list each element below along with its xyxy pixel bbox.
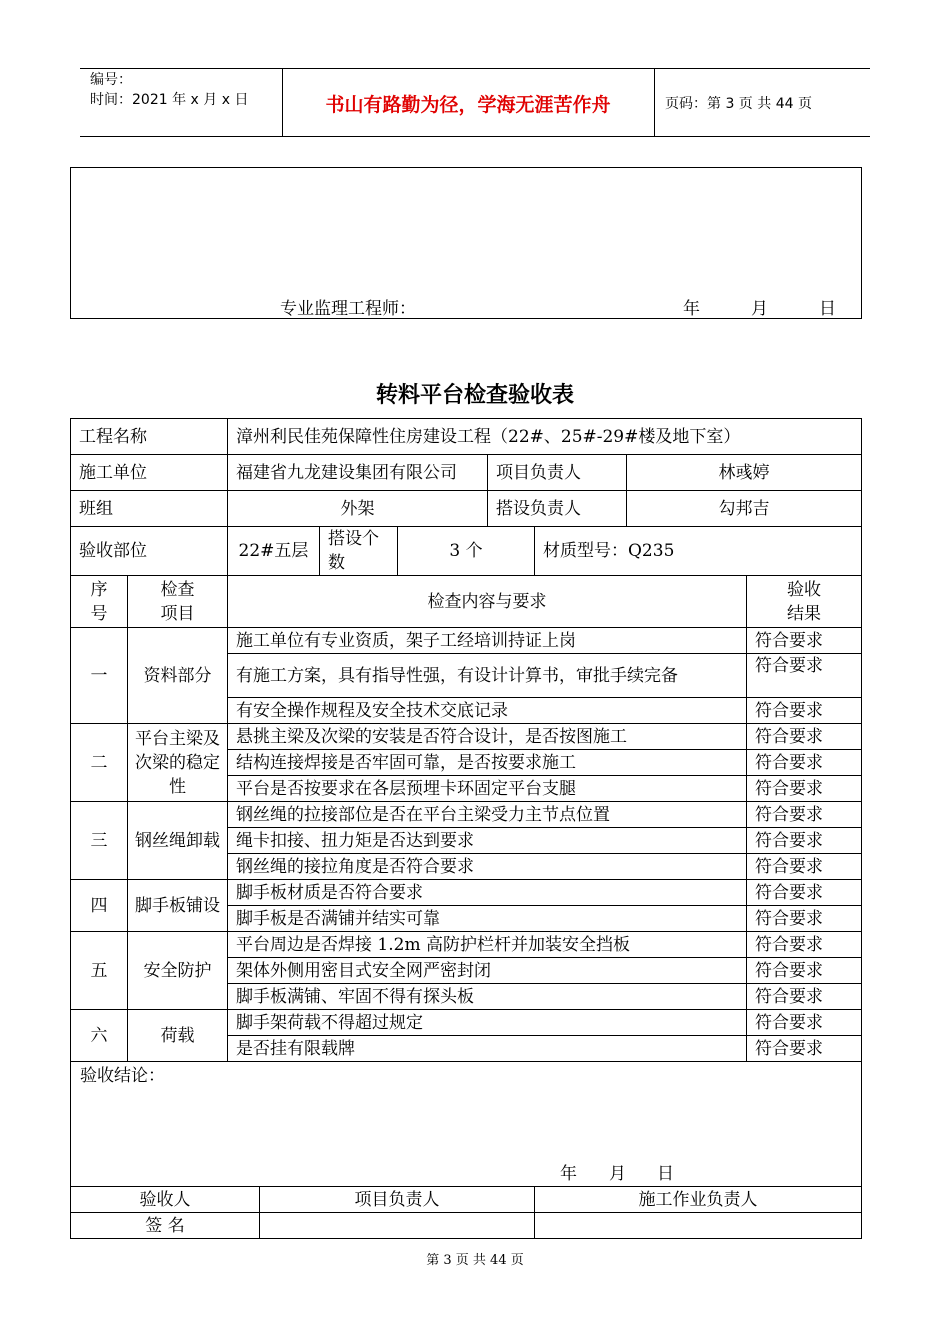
year-label: 年 <box>683 299 700 319</box>
supervisor-box <box>70 167 862 319</box>
count-value: 3 个 <box>398 527 535 576</box>
check-content: 施工单位有专业资质，架子工经培训持证上岗 <box>228 628 747 654</box>
check-result: 符合要求 <box>747 802 862 828</box>
project-value: 漳州利民佳苑保障性住房建设工程（22#、25#-29#楼及地下室） <box>228 419 862 455</box>
check-content: 平台是否按要求在各层预埋卡环固定平台支腿 <box>228 776 747 802</box>
section-no: 二 <box>71 724 128 802</box>
section-item: 平台主梁及次梁的稳定性 <box>128 724 228 802</box>
page-number: 页码：第 3 页 共 44 页 <box>665 96 812 112</box>
check-result: 符合要求 <box>747 724 862 750</box>
day-label: 日 <box>819 299 836 319</box>
part-label: 验收部位 <box>71 527 228 576</box>
project-label: 工程名称 <box>71 419 228 455</box>
check-content: 悬挑主梁及次梁的安装是否符合设计，是否按图施工 <box>228 724 747 750</box>
check-content: 有安全操作规程及安全技术交底记录 <box>228 698 747 724</box>
number-label: 编号： <box>90 72 132 88</box>
conclusion-label: 验收结论： <box>80 1066 165 1086</box>
check-result: 符合要求 <box>747 932 862 958</box>
acceptor-label: 验收人 <box>71 1187 260 1213</box>
section-item: 安全防护 <box>128 932 228 1010</box>
section-item: 脚手板铺设 <box>128 880 228 932</box>
section-no: 五 <box>71 932 128 1010</box>
check-content: 钢丝绳的拉接部位是否在平台主梁受力主节点位置 <box>228 802 747 828</box>
check-content: 是否挂有限载牌 <box>228 1036 747 1062</box>
check-result: 符合要求 <box>747 698 862 724</box>
time-label: 时间：2021 年 x 月 x 日 <box>90 92 249 108</box>
manager-label: 项目负责人 <box>488 455 627 491</box>
sign-operator-label: 施工作业负责人 <box>535 1187 862 1213</box>
check-result: 符合要求 <box>747 984 862 1010</box>
month-label: 月 <box>751 299 768 319</box>
section-item: 荷载 <box>128 1010 228 1062</box>
check-content: 结构连接焊接是否牢固可靠，是否按要求施工 <box>228 750 747 776</box>
check-content: 钢丝绳的接拉角度是否符合要求 <box>228 854 747 880</box>
inspection-table <box>70 418 862 1239</box>
sign-operator-field[interactable] <box>535 1213 862 1239</box>
check-result: 符合要求 <box>747 1036 862 1062</box>
section-no: 三 <box>71 802 128 880</box>
col-item-header: 检查 项目 <box>128 576 228 628</box>
section-no: 四 <box>71 880 128 932</box>
check-result: 符合要求 <box>747 1010 862 1036</box>
check-content: 有施工方案，具有指导性强，有设计计算书，审批手续完备 <box>228 654 747 698</box>
col-result-header: 验收 结果 <box>747 576 862 628</box>
conclusion-day: 日 <box>657 1164 674 1184</box>
section-item: 资料部分 <box>128 628 228 724</box>
header-divider <box>654 68 655 136</box>
erect-value: 勾邦吉 <box>627 491 862 527</box>
check-content: 脚手架荷载不得超过规定 <box>228 1010 747 1036</box>
check-result: 符合要求 <box>747 828 862 854</box>
header-meta <box>90 70 248 110</box>
conclusion-cell <box>71 1062 862 1187</box>
check-content: 脚手板材质是否符合要求 <box>228 880 747 906</box>
header-top-rule <box>80 68 870 69</box>
team-label: 班组 <box>71 491 228 527</box>
conclusion-year: 年 <box>560 1164 577 1184</box>
header-bottom-rule <box>80 136 870 137</box>
part-value: 22#五层 <box>228 527 320 576</box>
col-no-header: 序 号 <box>71 576 128 628</box>
section-no: 六 <box>71 1010 128 1062</box>
footer-page-number: 第 3 页 共 44 页 <box>426 1253 524 1268</box>
check-result: 符合要求 <box>747 628 862 654</box>
check-result: 符合要求 <box>747 750 862 776</box>
section-no: 一 <box>71 628 128 724</box>
check-result: 符合要求 <box>747 776 862 802</box>
unit-value: 福建省九龙建设集团有限公司 <box>228 455 488 491</box>
manager-value: 林彧婷 <box>627 455 862 491</box>
check-result: 符合要求 <box>747 854 862 880</box>
sign-manager-label: 项目负责人 <box>260 1187 535 1213</box>
check-result: 符合要求 <box>747 958 862 984</box>
check-result: 符合要求 <box>747 880 862 906</box>
motto: 书山有路勤为径，学海无涯苦作舟 <box>325 94 611 116</box>
conclusion-month: 月 <box>609 1164 626 1184</box>
sign-manager-field[interactable] <box>260 1213 535 1239</box>
check-content: 平台周边是否焊接 1.2m 高防护栏杆并加装安全挡板 <box>228 932 747 958</box>
col-content-header: 检查内容与要求 <box>228 576 747 628</box>
check-result: 符合要求 <box>747 906 862 932</box>
check-content: 脚手板是否满铺并结实可靠 <box>228 906 747 932</box>
check-result: 符合要求 <box>747 654 862 698</box>
sign-label: 签 名 <box>71 1213 260 1239</box>
count-label: 搭设个数 <box>320 527 398 576</box>
erect-label: 搭设负责人 <box>488 491 627 527</box>
material-label: 材质型号：Q235 <box>535 527 862 576</box>
check-content: 绳卡扣接、扭力矩是否达到要求 <box>228 828 747 854</box>
section-item: 钢丝绳卸载 <box>128 802 228 880</box>
check-content: 脚手板满铺、牢固不得有探头板 <box>228 984 747 1010</box>
supervisor-label: 专业监理工程师： <box>280 299 416 319</box>
check-content: 架体外侧用密目式安全网严密封闭 <box>228 958 747 984</box>
team-value: 外架 <box>228 491 488 527</box>
unit-label: 施工单位 <box>71 455 228 491</box>
form-title: 转料平台检查验收表 <box>375 382 574 408</box>
